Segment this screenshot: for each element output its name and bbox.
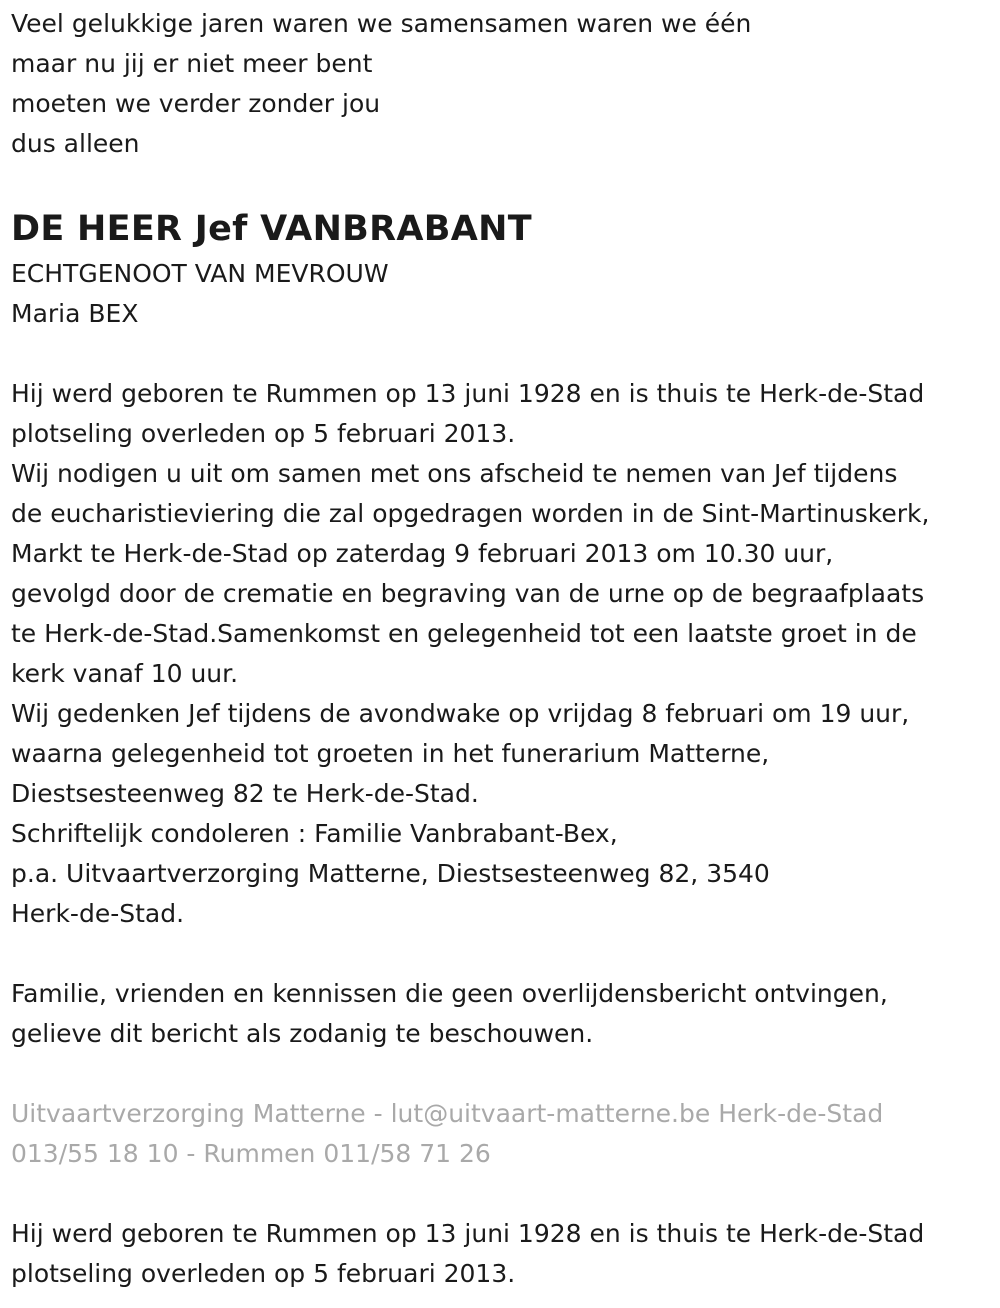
- body-line: Diestsesteenweg 82 te Herk-de-Stad.: [11, 779, 479, 808]
- deceased-block: [11, 170, 989, 334]
- body-line: de eucharistieviering die zal opgedragen worden in de Sint-Martinuskerk,: [11, 499, 930, 528]
- poem-line: Veel gelukkige jaren waren we samensamen waren we één: [11, 9, 752, 38]
- relation-label: ECHTGENOOT VAN MEVROUW: [11, 259, 389, 288]
- spacer: [11, 934, 989, 974]
- spacer: [11, 1054, 989, 1094]
- obituary-body: [11, 374, 989, 934]
- summary-line: Hij werd geboren te Rummen op 13 juni 1928 en is thuis te Herk-de-Stad: [11, 1219, 925, 1248]
- body-line: Wij nodigen u uit om samen met ons afscheid te nemen van Jef tijdens: [11, 459, 898, 488]
- contact-line: Uitvaartverzorging Matterne - lut@uitvaart-matterne.be Herk-de-Stad: [11, 1099, 884, 1128]
- body-line: Schriftelijk condoleren : Familie Vanbrabant-Bex,: [11, 819, 618, 848]
- body-line: Herk-de-Stad.: [11, 899, 185, 928]
- funeral-home-contact: [11, 1094, 989, 1174]
- body-line: Wij gedenken Jef tijdens de avondwake op vrijdag 8 februari om 19 uur,: [11, 699, 910, 728]
- spacer: [11, 1174, 989, 1214]
- deceased-name: DE HEER Jef VANBRABANT: [11, 209, 532, 249]
- notice: [11, 974, 989, 1054]
- contact-line: 013/55 18 10 - Rummen 011/58 71 26: [11, 1139, 491, 1168]
- body-line: gevolgd door de crematie en begraving van de urne op de begraafplaats: [11, 579, 925, 608]
- body-line: Hij werd geboren te Rummen op 13 juni 1928 en is thuis te Herk-de-Stad: [11, 379, 925, 408]
- poem-line: moeten we verder zonder jou: [11, 89, 381, 118]
- poem-line: maar nu jij er niet meer bent: [11, 49, 373, 78]
- body-line: te Herk-de-Stad.Samenkomst en gelegenheid tot een laatste groet in de: [11, 619, 917, 648]
- body-line: p.a. Uitvaartverzorging Matterne, Diestsesteenweg 82, 3540: [11, 859, 770, 888]
- body-line: plotseling overleden op 5 februari 2013.: [11, 419, 516, 448]
- spacer: [11, 170, 989, 204]
- body-line: waarna gelegenheid tot groeten in het funerarium Matterne,: [11, 739, 770, 768]
- notice-line: Familie, vrienden en kennissen die geen overlijdensbericht ontvingen,: [11, 979, 888, 1008]
- spacer: [11, 334, 989, 374]
- spouse-name: Maria BEX: [11, 299, 139, 328]
- body-line: Markt te Herk-de-Stad op zaterdag 9 februari 2013 om 10.30 uur,: [11, 539, 834, 568]
- poem: [11, 4, 989, 164]
- poem-line: dus alleen: [11, 129, 140, 158]
- summary: [11, 1214, 989, 1294]
- summary-line: plotseling overleden op 5 februari 2013.: [11, 1259, 516, 1288]
- body-line: kerk vanaf 10 uur.: [11, 659, 239, 688]
- notice-line: gelieve dit bericht als zodanig te beschouwen.: [11, 1019, 594, 1048]
